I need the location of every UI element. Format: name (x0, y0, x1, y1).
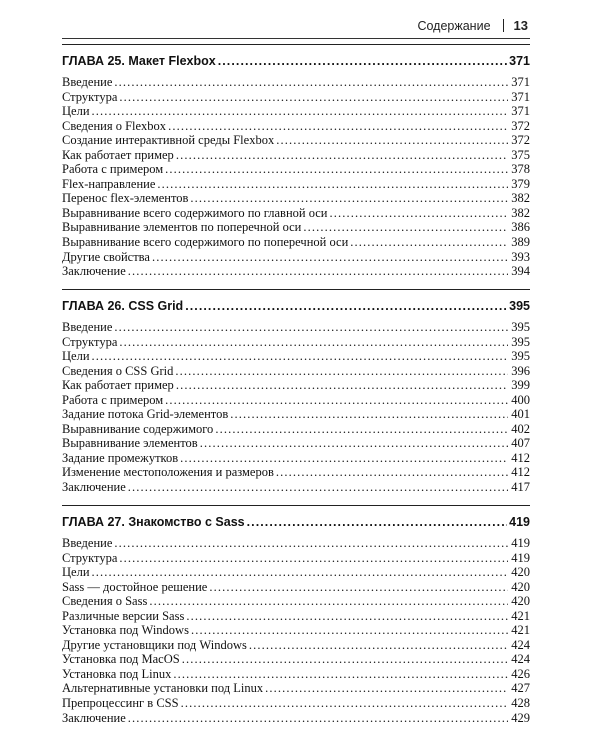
toc-entry-label: Выравнивание элементов по поперечной оси (62, 220, 302, 235)
toc-entry-label: Как работает пример (62, 147, 174, 162)
toc-entry[interactable] (62, 104, 530, 119)
toc-entry[interactable] (62, 364, 530, 379)
dot-leader (157, 177, 508, 192)
toc-entry[interactable] (62, 422, 530, 437)
section-title: Содержание (417, 18, 491, 33)
toc-entry-label: Цели (62, 349, 90, 364)
dot-leader (185, 296, 507, 316)
toc-entry-page: 379 (511, 176, 530, 191)
toc-entry-label: Заключение (62, 710, 126, 725)
chapter-title-label: ГЛАВА 26. CSS Grid (62, 299, 184, 313)
toc-entry[interactable] (62, 349, 530, 364)
toc-entry-label: Структура (62, 89, 118, 104)
toc-entry[interactable] (62, 551, 530, 566)
toc-entry[interactable] (62, 177, 530, 192)
chapter-title-page: 395 (509, 299, 530, 313)
toc-entry-label: Препроцессинг в CSS (62, 696, 179, 711)
toc-entry[interactable] (62, 451, 530, 466)
chapter-title[interactable] (62, 296, 530, 316)
dot-leader (119, 551, 508, 566)
toc-entry-label: Sass — достойное решение (62, 579, 208, 594)
toc-entry[interactable] (62, 407, 530, 422)
toc-entry-page: 407 (511, 436, 530, 451)
toc-entry-label: Введение (62, 536, 113, 550)
dot-leader (186, 609, 508, 624)
toc-entry-page: 424 (511, 652, 530, 667)
toc-entry-label: Задание потока Grid-элементов (62, 407, 229, 422)
toc-entry-page: 371 (511, 75, 530, 89)
dot-leader (330, 206, 509, 221)
toc-entry[interactable] (62, 320, 530, 335)
toc-entry-page: 372 (511, 133, 530, 148)
toc-entry-page: 401 (511, 407, 530, 422)
toc-entry-page: 395 (511, 320, 530, 334)
toc-entry-page: 399 (511, 378, 530, 393)
dot-leader (209, 580, 508, 595)
chapter-rule (62, 44, 530, 45)
toc-entry-label: Другие свойства (62, 249, 150, 264)
toc-entry[interactable] (62, 465, 530, 480)
toc-entry-page: 424 (511, 637, 530, 652)
dot-leader (200, 436, 508, 451)
toc-entry-label: Установка под Linux (62, 666, 172, 681)
dot-leader (128, 480, 508, 495)
toc-entry-label: Введение (62, 75, 113, 89)
dot-leader (176, 378, 508, 393)
dot-leader (175, 364, 508, 379)
toc-entry-label: Flex-направление (62, 176, 156, 191)
toc-entry-page: 428 (511, 696, 530, 711)
dot-leader (176, 148, 508, 163)
toc-entry-page: 375 (511, 147, 530, 162)
toc-entry-label: Сведения о Sass (62, 594, 148, 609)
toc-entry-page: 426 (511, 666, 530, 681)
toc-entry-label: Заключение (62, 480, 126, 495)
dot-leader (114, 75, 508, 90)
dot-leader (190, 191, 508, 206)
dot-leader (114, 320, 508, 335)
toc-entry-label: Перенос flex-элементов (62, 191, 189, 206)
dot-leader (191, 623, 508, 638)
toc-entry-label: Изменение местоположения и размеров (62, 465, 274, 480)
toc-entry[interactable] (62, 652, 530, 667)
toc-entry-label: Выравнивание всего содержимого по поперечной оси (62, 235, 349, 250)
running-header (417, 18, 528, 33)
dot-leader (249, 638, 508, 653)
toc-entry[interactable] (62, 191, 530, 206)
dot-leader (149, 594, 508, 609)
toc-entry-label: Другие установщики под Windows (62, 637, 247, 652)
dot-leader (215, 422, 508, 437)
toc-entry-page: 396 (511, 363, 530, 378)
header-rule (62, 38, 530, 39)
dot-leader (265, 681, 508, 696)
dot-leader (276, 465, 508, 480)
toc-entry-label: Сведения о Flexbox (62, 118, 167, 133)
toc-entry-page: 420 (511, 565, 530, 580)
toc-entry[interactable] (62, 436, 530, 451)
chapter-title-label: ГЛАВА 27. Знакомство с Sass (62, 515, 245, 529)
dot-leader (303, 220, 508, 235)
dot-leader (182, 652, 508, 667)
dot-leader (92, 565, 508, 580)
toc-entry[interactable] (62, 335, 530, 350)
toc-entry-label: Выравнивание элементов (62, 436, 198, 451)
toc-entry-label: Структура (62, 550, 118, 565)
toc-entry-label: Работа с примером (62, 392, 164, 407)
toc-entry-page: 412 (511, 465, 530, 480)
toc-entry[interactable] (62, 235, 530, 250)
toc-entry-label: Различные версии Sass (62, 608, 185, 623)
toc-entry[interactable] (62, 696, 530, 711)
toc-entry[interactable] (62, 206, 530, 221)
toc-entry-label: Установка под Windows (62, 623, 189, 638)
dot-leader (173, 667, 508, 682)
chapter-rule (62, 505, 530, 506)
dot-leader (92, 104, 508, 119)
toc-entry[interactable] (62, 250, 530, 265)
chapter-section (62, 44, 530, 279)
toc-entry-page: 389 (511, 235, 530, 250)
toc-entry-label: Установка под MacOS (62, 652, 180, 667)
toc-entry-page: 412 (511, 450, 530, 465)
dot-leader (218, 51, 507, 71)
toc-entry[interactable] (62, 220, 530, 235)
toc-entry[interactable] (62, 623, 530, 638)
toc-entry-page: 402 (511, 421, 530, 436)
toc-entry-label: Выравнивание содержимого (62, 421, 214, 436)
toc-entry[interactable] (62, 681, 530, 696)
dot-leader (230, 407, 508, 422)
chapter-section (62, 505, 530, 725)
chapter-section (62, 289, 530, 495)
toc-entry-page: 372 (511, 118, 530, 133)
dot-leader (114, 536, 508, 551)
toc-entry[interactable] (62, 609, 530, 624)
toc-entry[interactable] (62, 148, 530, 163)
dot-leader (128, 711, 508, 726)
toc-entry[interactable] (62, 393, 530, 408)
chapter-title-page: 371 (509, 54, 530, 68)
toc-entry[interactable] (62, 565, 530, 580)
chapter-title[interactable] (62, 512, 530, 532)
toc-entry-page: 382 (511, 205, 530, 220)
toc-entry-page: 421 (511, 623, 530, 638)
toc-entry[interactable] (62, 480, 530, 495)
toc-entry-page: 386 (511, 220, 530, 235)
dot-leader (276, 133, 508, 148)
toc-entry-label: Задание промежутков (62, 450, 179, 465)
toc-entry[interactable] (62, 667, 530, 682)
dot-leader (168, 119, 508, 134)
toc-entry[interactable] (62, 536, 530, 551)
dot-leader (180, 451, 508, 466)
toc-entry-page: 378 (511, 162, 530, 177)
chapter-title[interactable] (62, 51, 530, 71)
toc-entry[interactable] (62, 711, 530, 726)
toc-entry[interactable] (62, 580, 530, 595)
dot-leader (92, 349, 508, 364)
toc-entry[interactable] (62, 75, 530, 90)
toc-entry[interactable] (62, 638, 530, 653)
dot-leader (165, 162, 508, 177)
toc-entry-label: Заключение (62, 264, 126, 279)
toc-entry-page: 395 (511, 334, 530, 349)
chapter-rule (62, 289, 530, 290)
toc-entry-page: 395 (511, 349, 530, 364)
dot-leader (165, 393, 508, 408)
dot-leader (119, 335, 508, 350)
toc-entry-label: Цели (62, 104, 90, 119)
toc-entry[interactable] (62, 90, 530, 105)
toc-entry-label: Как работает пример (62, 378, 174, 393)
toc-entry-label: Альтернативные установки под Linux (62, 681, 264, 696)
toc-entry-page: 419 (511, 550, 530, 565)
toc-entry-label: Выравнивание всего содержимого по главной оси (62, 205, 328, 220)
toc-entry-page: 420 (511, 579, 530, 594)
header-separator (503, 19, 504, 32)
toc-entry-page: 429 (511, 710, 530, 725)
page-number: 13 (513, 18, 528, 33)
dot-leader (128, 264, 508, 279)
chapter-title-page: 419 (509, 515, 530, 529)
dot-leader (247, 512, 508, 532)
toc-entry-label: Сведения о CSS Grid (62, 363, 174, 378)
toc-entry[interactable] (62, 162, 530, 177)
toc-entry[interactable] (62, 594, 530, 609)
toc-entry-page: 371 (511, 89, 530, 104)
toc-entry-label: Структура (62, 334, 118, 349)
toc-entry[interactable] (62, 119, 530, 134)
toc-entry-label: Работа с примером (62, 162, 164, 177)
toc-entry-page: 371 (511, 104, 530, 119)
chapter-title-label: ГЛАВА 25. Макет Flexbox (62, 54, 216, 68)
toc-entry-page: 421 (511, 608, 530, 623)
toc-entry-page: 419 (511, 536, 530, 550)
toc-entry[interactable] (62, 264, 530, 279)
toc-entry[interactable] (62, 133, 530, 148)
toc-entry-page: 420 (511, 594, 530, 609)
toc-entry-page: 417 (511, 480, 530, 495)
toc-entry-label: Цели (62, 565, 90, 580)
dot-leader (350, 235, 508, 250)
dot-leader (119, 90, 508, 105)
toc-entry-page: 400 (511, 392, 530, 407)
dot-leader (152, 250, 508, 265)
dot-leader (181, 696, 508, 711)
toc-entry-label: Введение (62, 320, 113, 334)
toc-entry-page: 394 (511, 264, 530, 279)
toc-entry-page: 393 (511, 249, 530, 264)
toc-entry[interactable] (62, 378, 530, 393)
toc-entry-page: 427 (511, 681, 530, 696)
toc-entry-label: Создание интерактивной среды Flexbox (62, 133, 275, 148)
toc-entry-page: 382 (511, 191, 530, 206)
